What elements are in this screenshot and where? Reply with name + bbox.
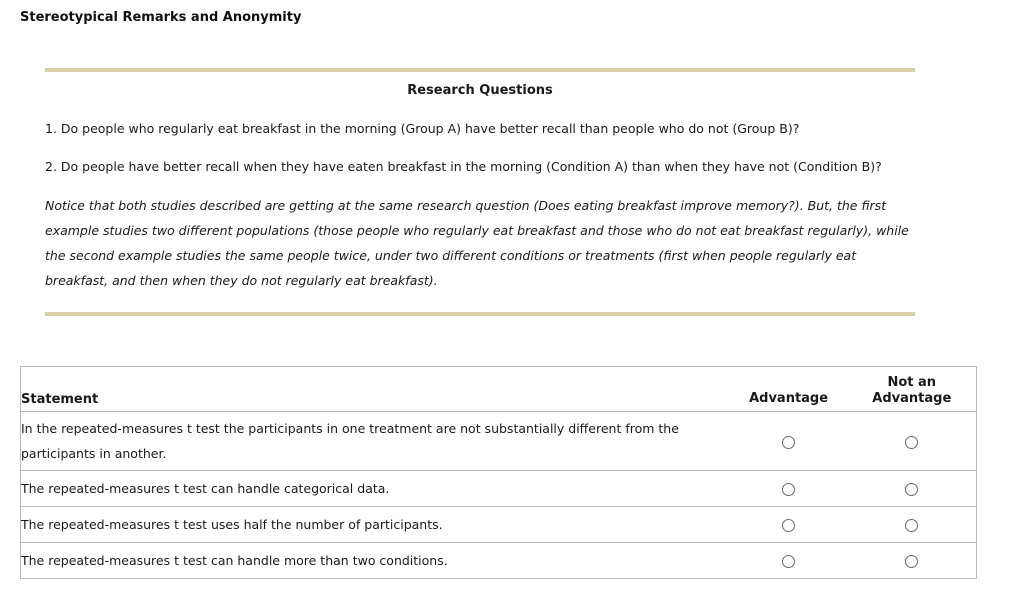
not-advantage-radio[interactable] [905, 519, 918, 532]
header-advantage: Advantage [730, 367, 848, 412]
not-advantage-cell [848, 507, 977, 543]
advantage-cell [730, 507, 848, 543]
research-question-1: 1. Do people who regularly eat breakfast in the morning (Group A) have better recall than people who do not (Group B)? [45, 121, 800, 136]
statement-text: The repeated-measures t test uses half the number of participants. [21, 507, 730, 543]
research-questions-heading: Research Questions [407, 83, 553, 98]
advantage-cell [730, 412, 848, 471]
table-row [21, 543, 977, 579]
advantage-radio[interactable] [782, 555, 795, 568]
header-not-advantage: Not an Advantage [848, 367, 977, 412]
divider-bottom [45, 312, 915, 316]
statement-text: The repeated-measures t test can handle more than two conditions. [21, 543, 730, 579]
advantage-radio[interactable] [782, 519, 795, 532]
statement-text: The repeated-measures t test can handle categorical data. [21, 471, 730, 507]
header-statement: Statement [21, 367, 730, 412]
table-row [21, 471, 977, 507]
advantage-cell [730, 471, 848, 507]
research-question-2: 2. Do people have better recall when they have eaten breakfast in the morning (Condition A) than when they have not (Condition B)? [45, 159, 882, 174]
not-advantage-cell [848, 412, 977, 471]
statement-table [20, 366, 977, 579]
not-advantage-radio[interactable] [905, 483, 918, 496]
advantage-cell [730, 543, 848, 579]
page-title: Stereotypical Remarks and Anonymity [20, 10, 302, 25]
divider-top [45, 68, 915, 72]
not-advantage-radio[interactable] [905, 555, 918, 568]
statement-text: In the repeated-measures t test the participants in one treatment are not substantially different from the participants in another. [21, 412, 730, 471]
not-advantage-radio[interactable] [905, 436, 918, 449]
not-advantage-cell [848, 543, 977, 579]
advantage-radio[interactable] [782, 436, 795, 449]
notice-paragraph: Notice that both studies described are getting at the same research question (Does eating breakfast improve memory?). But, the first example studies two different populations (those people who regularly eat breakfast and those who do not eat breakfast regularly), while the second example studies the same people twice, under two different conditions or treatments (first when people regularly eat breakfast, and then when they do not regularly eat breakfast). [45, 198, 909, 288]
table-header-row [21, 367, 977, 412]
advantage-radio[interactable] [782, 483, 795, 496]
table-row [21, 507, 977, 543]
not-advantage-cell [848, 471, 977, 507]
table-row [21, 412, 977, 471]
